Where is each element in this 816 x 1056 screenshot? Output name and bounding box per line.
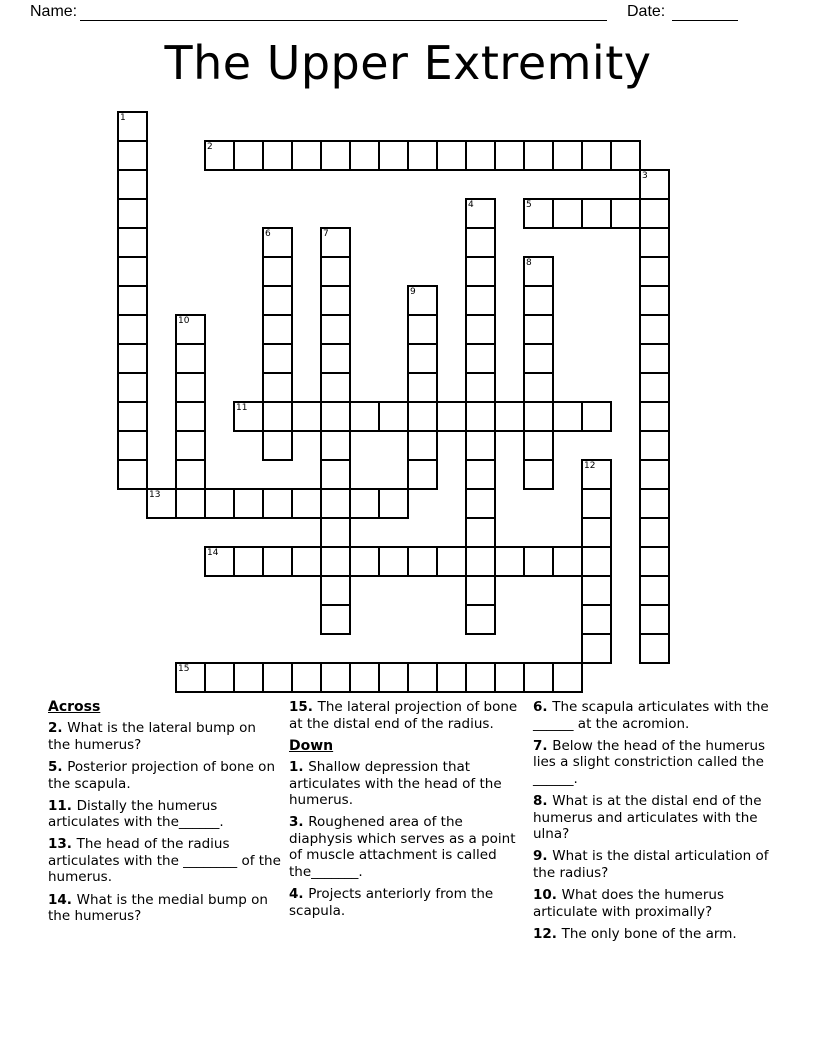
crossword-cell: [581, 604, 612, 635]
crossword-cell: [465, 430, 496, 461]
crossword-cell: [639, 459, 670, 490]
crossword-cell: [349, 546, 380, 577]
cell-number: 1: [120, 113, 126, 123]
cell-number: 3: [642, 171, 648, 181]
clue-number: 9.: [533, 848, 553, 865]
crossword-cell: [639, 517, 670, 548]
clue-item-down-12: [533, 926, 775, 943]
crossword-cell: [262, 285, 293, 316]
crossword-cell: [378, 662, 409, 693]
crossword-cell: [465, 372, 496, 403]
crossword-cell: [407, 314, 438, 345]
cell-number: 8: [526, 258, 532, 268]
crossword-cell: [407, 662, 438, 693]
crossword-cell: [407, 430, 438, 461]
crossword-cell: [320, 517, 351, 548]
crossword-cell: [378, 401, 409, 432]
crossword-cell: [204, 662, 235, 693]
crossword-cell: [523, 140, 554, 171]
crossword-cell: [465, 401, 496, 432]
clue-item-across-14: [48, 892, 282, 925]
clue-text: Shallow depression that articulates with the head of the humerus.: [289, 758, 502, 809]
clue-text: The scapula articulates with the ______ at the acromion.: [533, 699, 769, 732]
crossword-cell: [320, 285, 351, 316]
crossword-cell: [639, 372, 670, 403]
crossword-cell: [552, 546, 583, 577]
crossword-cell: [581, 633, 612, 664]
crossword-cell: [117, 140, 148, 171]
crossword-cell: [639, 546, 670, 577]
crossword-cell: [117, 459, 148, 490]
crossword-cell: [117, 372, 148, 403]
crossword-cell: [117, 198, 148, 229]
crossword-cell: [117, 169, 148, 200]
clue-column-2: [289, 699, 527, 925]
crossword-cell: [262, 430, 293, 461]
crossword-cell: [262, 372, 293, 403]
crossword-cell: [262, 314, 293, 345]
cell-number: 2: [207, 142, 213, 152]
crossword-cell: [117, 314, 148, 345]
crossword-cell: [639, 633, 670, 664]
crossword-cell: [407, 459, 438, 490]
crossword-cell: [639, 198, 670, 229]
cell-number: 15: [178, 664, 190, 674]
crossword-cell: [523, 372, 554, 403]
crossword-cell: [523, 546, 554, 577]
cell-number: 5: [526, 200, 532, 210]
clue-item-across-5: [48, 759, 282, 792]
crossword-cell: [552, 401, 583, 432]
crossword-cell: [320, 488, 351, 519]
crossword-cell: [523, 430, 554, 461]
crossword-cell: [581, 517, 612, 548]
crossword-cell: [262, 140, 293, 171]
crossword-cell: [349, 662, 380, 693]
crossword-cell: [494, 140, 525, 171]
crossword-cell: [291, 401, 322, 432]
crossword-cell: [117, 256, 148, 287]
date-label: Date:: [627, 3, 666, 20]
crossword-cell: [581, 198, 612, 229]
clue-text: The lateral projection of bone at the distal end of the radius.: [289, 699, 518, 732]
crossword-cell: [523, 459, 554, 490]
crossword-cell: [378, 546, 409, 577]
name-label: Name:: [30, 3, 78, 20]
crossword-cell: [320, 314, 351, 345]
crossword-cell: [262, 401, 293, 432]
crossword-cell: [639, 256, 670, 287]
clue-text: The only bone of the arm.: [561, 925, 737, 942]
clue-number: 3.: [289, 814, 309, 831]
crossword-cell: [117, 343, 148, 374]
crossword-cell: [407, 140, 438, 171]
crossword-cell: [639, 285, 670, 316]
crossword-cell: [581, 575, 612, 606]
crossword-cell: [465, 517, 496, 548]
cell-number: 10: [178, 316, 190, 326]
clue-number: 8.: [533, 792, 553, 809]
crossword-cell: [175, 343, 206, 374]
crossword-cell: [378, 140, 409, 171]
crossword-cell: [349, 401, 380, 432]
clue-number: 13.: [48, 836, 77, 853]
clue-text: Below the head of the humerus lies a slight constriction called the ______.: [533, 737, 766, 787]
crossword-cell: [349, 140, 380, 171]
clue-text: Distally the humerus articulates with the______.: [48, 797, 224, 831]
crossword-cell: [639, 227, 670, 258]
crossword-cell: [639, 401, 670, 432]
crossword-cell: [639, 343, 670, 374]
crossword-cell: [581, 401, 612, 432]
crossword-cell: [262, 488, 293, 519]
crossword-cell: [639, 430, 670, 461]
crossword-cell: [262, 546, 293, 577]
clue-number: 14.: [48, 891, 77, 908]
crossword-cell: [523, 343, 554, 374]
clue-number: 12.: [533, 925, 562, 942]
crossword-cell: [407, 546, 438, 577]
clue-number: 7.: [533, 737, 553, 754]
clue-text: What is the distal articulation of the radius?: [533, 848, 769, 881]
crossword-cell: [262, 662, 293, 693]
crossword-cell: [378, 488, 409, 519]
crossword-cell: [523, 314, 554, 345]
crossword-cell: [465, 343, 496, 374]
crossword-cell: [320, 140, 351, 171]
clue-text: Projects anteriorly from the scapula.: [289, 886, 494, 919]
clue-item-down-6: [533, 699, 775, 732]
crossword-cell: [233, 662, 264, 693]
cell-number: 12: [584, 461, 596, 471]
crossword-cell: [581, 488, 612, 519]
crossword-cell: [320, 430, 351, 461]
crossword-cell: [175, 372, 206, 403]
crossword-cell: [320, 604, 351, 635]
crossword-cell: [175, 401, 206, 432]
crossword-cell: [465, 459, 496, 490]
cell-number: 11: [236, 403, 248, 413]
clue-item-down-10: [533, 887, 775, 920]
crossword-cell: [436, 401, 467, 432]
crossword-cell: [494, 662, 525, 693]
crossword-cell: [465, 604, 496, 635]
crossword-cell: [117, 227, 148, 258]
clue-text: Roughened area of the diaphysis which serves as a point of muscle attachment is called the_______.: [289, 814, 516, 880]
down-heading: Down: [289, 737, 334, 754]
crossword-cell: [407, 401, 438, 432]
crossword-cell: [204, 488, 235, 519]
crossword-cell: [639, 604, 670, 635]
crossword-cell: [291, 662, 322, 693]
cell-number: 14: [207, 548, 219, 558]
crossword-cell: [465, 488, 496, 519]
crossword-cell: [407, 372, 438, 403]
crossword-cell: [465, 227, 496, 258]
crossword-cell: [175, 488, 206, 519]
crossword-cell: [262, 256, 293, 287]
cell-number: 4: [468, 200, 474, 210]
crossword-cell: [436, 662, 467, 693]
crossword-cell: [465, 546, 496, 577]
clue-number: 11.: [48, 797, 77, 814]
crossword-cell: [465, 256, 496, 287]
crossword-cell: [581, 546, 612, 577]
clue-number: 6.: [533, 699, 553, 715]
clue-item-across-15: [289, 699, 527, 732]
crossword-cell: [262, 343, 293, 374]
clue-item-down-8: [533, 793, 775, 843]
clue-text: The head of the radius articulates with the ________ of the humerus.: [48, 836, 281, 886]
crossword-cell: [233, 140, 264, 171]
clue-text: What is the lateral bump on the humerus?: [48, 720, 256, 753]
crossword-cell: [465, 285, 496, 316]
cell-number: 13: [149, 490, 161, 500]
cell-number: 7: [323, 229, 329, 239]
clue-column-1: [48, 699, 282, 930]
clue-number: 5.: [48, 758, 68, 775]
crossword-cell: [320, 372, 351, 403]
clue-number: 10.: [533, 886, 562, 903]
crossword-cell: [175, 430, 206, 461]
crossword-cell: [407, 343, 438, 374]
crossword-cell: [320, 343, 351, 374]
crossword-cell: [465, 314, 496, 345]
clue-item-down-3: [289, 814, 527, 880]
crossword-cell: [320, 575, 351, 606]
crossword-cell: [291, 546, 322, 577]
crossword-cell: [436, 140, 467, 171]
clue-text: What does the humerus articulate with proximally?: [533, 886, 725, 920]
crossword-cell: [610, 198, 641, 229]
clue-item-across-2: [48, 720, 282, 753]
crossword-cell: [552, 140, 583, 171]
crossword-cell: [233, 488, 264, 519]
clue-text: What is at the distal end of the humerus and articulates with the ulna?: [533, 792, 762, 843]
clue-number: 4.: [289, 886, 309, 903]
crossword-cell: [320, 662, 351, 693]
clue-item-down-1: [289, 759, 527, 809]
clue-column-3: [533, 699, 775, 948]
crossword-cell: [465, 575, 496, 606]
crossword-cell: [291, 488, 322, 519]
crossword-cell: [552, 662, 583, 693]
crossword-cell: [610, 140, 641, 171]
crossword-cell: [523, 285, 554, 316]
crossword-cell: [320, 459, 351, 490]
clue-number: 15.: [289, 699, 318, 715]
crossword-cell: [465, 662, 496, 693]
cell-number: 9: [410, 287, 416, 297]
across-heading: Across: [48, 699, 101, 715]
clue-text: Posterior projection of bone on the scapula.: [48, 758, 276, 792]
crossword-cell: [581, 140, 612, 171]
crossword-cell: [320, 546, 351, 577]
crossword-cell: [117, 430, 148, 461]
crossword-cell: [523, 662, 554, 693]
crossword-cell: [494, 401, 525, 432]
clue-item-down-9: [533, 848, 775, 881]
clue-item-across-13: [48, 836, 282, 886]
crossword-cell: [320, 401, 351, 432]
crossword-cell: [233, 546, 264, 577]
crossword-cell: [436, 546, 467, 577]
crossword-cell: [639, 575, 670, 606]
crossword-cell: [320, 256, 351, 287]
crossword-cell: [291, 140, 322, 171]
crossword-cell: [523, 401, 554, 432]
clue-number: 1.: [289, 758, 309, 775]
crossword-cell: [639, 488, 670, 519]
cell-number: 6: [265, 229, 271, 239]
crossword-cell: [494, 546, 525, 577]
clue-item-down-7: [533, 738, 775, 788]
crossword-cell: [639, 314, 670, 345]
crossword-cell: [552, 198, 583, 229]
clue-number: 2.: [48, 720, 68, 737]
page-title: The Upper Extremity: [164, 36, 652, 90]
crossword-cell: [117, 285, 148, 316]
clue-item-down-4: [289, 886, 527, 919]
clue-text: What is the medial bump on the humerus?: [48, 891, 268, 925]
clue-item-across-11: [48, 798, 282, 831]
crossword-cell: [465, 140, 496, 171]
crossword-cell: [349, 488, 380, 519]
crossword-cell: [175, 459, 206, 490]
crossword-cell: [117, 401, 148, 432]
